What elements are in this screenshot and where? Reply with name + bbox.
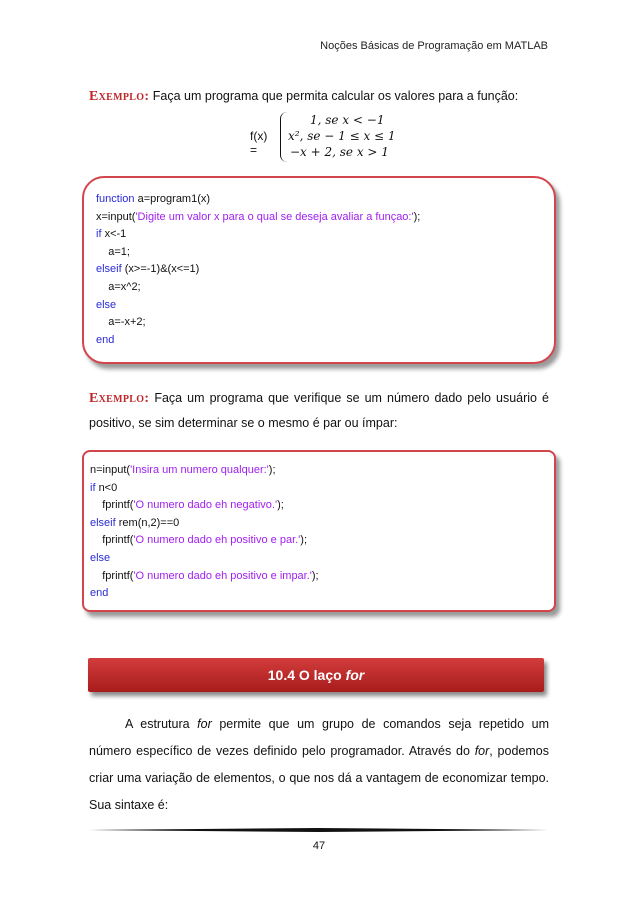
example2-label: Exemplo:: [89, 391, 150, 406]
code1-line: [96, 314, 420, 332]
section-heading-text: 10.4 O laço: [267, 667, 346, 683]
code-string: 'O numero dado eh positivo e par.': [133, 534, 301, 547]
code-keyword: elseif: [96, 263, 125, 276]
body-keyword-2: for: [474, 744, 490, 758]
body-text-3: , podemos criar uma variação de elementos, o que nos dá a vantagem de economizar tempo. Sua sintaxe é:: [89, 744, 549, 812]
body-text-1: A estrutura: [125, 717, 198, 731]
code-string: 'O numero dado eh negativo.': [133, 499, 278, 512]
formula-case-1: 1, se x < −1: [310, 113, 385, 127]
code-text: );: [413, 210, 421, 223]
code2-line: [90, 568, 319, 586]
code-text: (x>=-1)&(x<=1): [124, 263, 200, 276]
code-text: );: [300, 534, 308, 547]
code1-line: [96, 279, 420, 297]
code2-line: [90, 462, 319, 480]
code2-line: [90, 550, 319, 568]
code2-line: [90, 515, 319, 533]
running-header: Noções Básicas de Programação em MATLAB: [320, 40, 548, 52]
body-paragraph: [89, 711, 549, 819]
body-keyword-1: for: [197, 717, 212, 731]
code2-line: [90, 480, 319, 498]
code-text: a=x^2;: [108, 280, 141, 293]
code-string: 'O numero dado eh positivo e impar.': [133, 569, 312, 582]
code1-line: [96, 244, 420, 262]
code-box-example1: [82, 176, 556, 364]
code1-line: [96, 226, 420, 244]
code2-line: [90, 585, 319, 603]
code-text: fprintf(: [102, 499, 134, 512]
code-text: rem(n,2)==0: [118, 516, 180, 529]
code-text: a=1;: [108, 245, 130, 258]
code-listing-example2: [90, 462, 319, 603]
code1-line: [96, 297, 420, 315]
example2-statement: [89, 386, 549, 435]
code-listing-example1: [96, 191, 420, 349]
formula-brace: [280, 112, 287, 162]
example1-statement: [89, 84, 549, 109]
code-keyword: end: [90, 587, 109, 600]
code1-line: [96, 332, 420, 350]
body-text-2: permite que um grupo de comandos seja repetido um número específico de vezes definido pelo programador. Através do: [89, 717, 549, 758]
code-keyword: end: [96, 333, 115, 346]
code-text: x=input(: [96, 210, 136, 223]
formula-cases: [288, 112, 396, 160]
code-text: x<-1: [104, 228, 127, 241]
code-text: a=program1(x): [137, 193, 211, 205]
code-text: fprintf(: [102, 534, 134, 547]
code-text: n<0: [98, 481, 118, 494]
code-keyword: elseif: [90, 516, 119, 529]
code-text: n=input(: [90, 464, 131, 476]
section-heading-keyword: for: [345, 667, 365, 683]
code-string: 'Digite um valor x para o qual se deseja avaliar a funçao:': [135, 210, 414, 223]
code2-line: [90, 532, 319, 550]
code-keyword: if: [96, 228, 105, 241]
code-box-example2: [82, 450, 556, 612]
section-heading: [88, 658, 544, 692]
code-text: );: [268, 464, 276, 476]
code-keyword: function: [96, 193, 138, 205]
code-text: );: [277, 499, 284, 512]
code1-line: [96, 191, 420, 209]
page-number: 47: [312, 840, 326, 852]
formula-lhs: f(x) =: [250, 129, 268, 157]
code-text: fprintf(: [102, 569, 134, 582]
formula-case-2: x², se − 1 ≤ x ≤ 1: [288, 129, 396, 143]
code-text: a=-x+2;: [108, 316, 146, 329]
code1-line: [96, 209, 420, 227]
code1-line: [96, 261, 420, 279]
example1-label: Exemplo:: [89, 89, 150, 104]
code2-line: [90, 497, 319, 515]
code-keyword: else: [96, 298, 117, 311]
code-keyword: if: [90, 481, 99, 494]
footer-rule: [88, 828, 548, 832]
formula-case-3: −x + 2, se x > 1: [290, 145, 389, 159]
code-string: 'Insira um numero qualquer:': [130, 464, 269, 476]
code-text: );: [311, 569, 319, 582]
example1-text: Faça um programa que permita calcular os valores para a função:: [149, 89, 519, 103]
code-keyword: else: [90, 551, 111, 564]
example2-text: Faça um programa que verifique se um número dado pelo usuário é positivo, se sim determinar se o mesmo é par ou ímpar:: [89, 391, 549, 430]
